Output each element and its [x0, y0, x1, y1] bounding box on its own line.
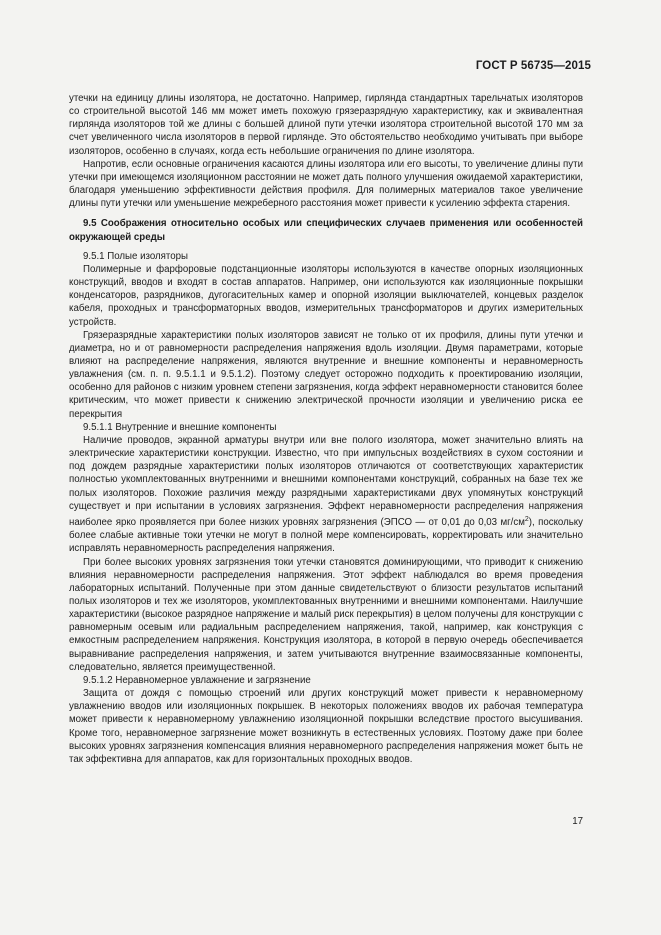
subsection-heading-9-5-1: 9.5.1 Полые изоляторы — [83, 250, 188, 262]
paragraph: Защита от дождя с помощью строений или других конструкций может привести к неравномерному увлажнению вводов или изоляционных покрышек. В некоторых положениях вводов их рабочая температура может привести к неравномерному увлажнению изоляционной покрышки вследствие простого высушивания. Кроме того, неравномерное загрязнение может возникнуть в естественных условиях. Поэтому даже при более высоких уровнях загрязнения компенсация влияния неравномерного распределения напряжения может быть не так эффективна для аппаратов, как для горизонтальных проходных вводов. — [69, 688, 583, 765]
paragraph-text-part-1: Наличие проводов, экранной арматуры внутри или вне полого изолятора, может значительно влиять на электрические характеристики конструкции. Известно, что при импульсных воздействиях в сухом состоянии и под дождем разрядные характеристики полых изоляторов отличаются от соответствующих характеристик полностью укомплектованных внутренними и внешними компонентами конструкций, собранных на базе тех же полых изоляторов. Похожие различия между разрядными характеристиками двух упомянутых конструкций существует и при испытании в условиях загрязнения. Эффект неравномерности распределения напряжения наиболее ярко проявляется при более низких уровнях загрязнения (ЭПСО — от 0,01 до 0,03 мг/см — [69, 434, 583, 529]
paragraph: Грязеразрядные характеристики полых изоляторов зависят не только от их профиля, длины пути утечки и диаметра, но и от равномерности распределения напряжения вдоль изоляции. Двумя параметрами, которые влияют на распределение напряжения, являются внутренние и внешние компоненты и неравномерность увлажнения (см. п. п. 9.5.1.1 и 9.5.1.2). Поэтому следует осторожно подходить к проектированию изоляции, особенно для районов с низким уровнем степени загрязнения, когда эффект неравномерности становится более критическим, что может привести к снижению электрической прочности изоляции и увеличению риска ее перекрытия — [69, 329, 583, 420]
paragraph-continuation: утечки на единицу длины изолятора, не достаточно. Например, гирлянда стандартных тарельчатых изоляторов со строительной высотой 146 мм может иметь похожую грязеразрядную характеристику, как и эквивалентная гирлянда изоляторов той же длины с большей длиной пути утечки изолятора строительной высотой 170 мм за счет увеличенного числа изоляторов в первой гирлянде. Это обстоятельство необходимо учитывать при выборе изоляторов, особенно в случаях, когда есть небольшие ограничения по длине изолятора. — [69, 93, 583, 157]
page-number: 17 — [572, 816, 583, 827]
subsection-heading-9-5-1-1: 9.5.1.1 Внутренние и внешние компоненты — [83, 421, 277, 433]
paragraph: Напротив, если основные ограничения касаются длины изолятора или его высоты, то увеличение длины пути утечки при имеющемся изоляционном расстоянии не может дать полного улучшения ожидаемой характеристики, благодаря уменьшению эффективности действия профиля. Для полимерных материалов такое увеличение длины пути утечки или уменьшение межреберного расстояния может привести к усилению эффекта старения. — [69, 158, 583, 210]
superscript-2: 2 — [524, 515, 529, 523]
paragraph-text-part-2: ), поскольку более слабые активные токи утечки не могут в полной мере компенсировать, корректировать или значительно исправлять неравномерность распределения напряжения. — [69, 517, 583, 555]
paragraph: Полимерные и фарфоровые подстанционные изоляторы используются в качестве опорных изоляционных конструкций, вводов и входят в состав аппаратов. Например, они используются как изоляционные покрышки конденсаторов, разрядников, дугогасительных камер и опорной изоляции выключателей, концевых разделок кабеля, проходных и трансформаторных вводов, измерительных трансформаторов и других измерительных устройств. — [69, 263, 583, 328]
page-body — [69, 92, 583, 766]
paragraph-with-superscript — [69, 434, 583, 556]
paragraph: При более высоких уровнях загрязнения токи утечки становятся доминирующими, что приводит к снижению влияния неравномерности распределения напряжения. Этот эффект наблюдался во время проведения лабораторных испытаний. Полученные при этом данные свидетельствуют о близости результатов испытаний полых изоляторов и тех же изоляторов, укомплектованных внутренними и внешними компонентами. Наилучшие характеристики (высокое разрядное напряжение и малый риск перекрытия) в целом получены для конструкции с равномерным осевым или радиальным распределением напряжения, такой, например, как конструкция с емкостным распределением напряжения. Конструкция изолятора, в которой в первую очередь обеспечивается выравнивание распределения напряжения, и затем учитываются внутренние взаимосвязанные компоненты, следовательно, является преимущественной. — [69, 556, 583, 673]
section-heading-9-5: 9.5 Соображения относительно особых или специфических случаев применения или особенностей окружающей среды — [69, 218, 583, 243]
subsection-heading-9-5-1-2: 9.5.1.2 Неравномерное увлажнение и загрязнение — [83, 674, 311, 686]
standard-code-header: ГОСТ Р 56735—2015 — [475, 60, 591, 72]
